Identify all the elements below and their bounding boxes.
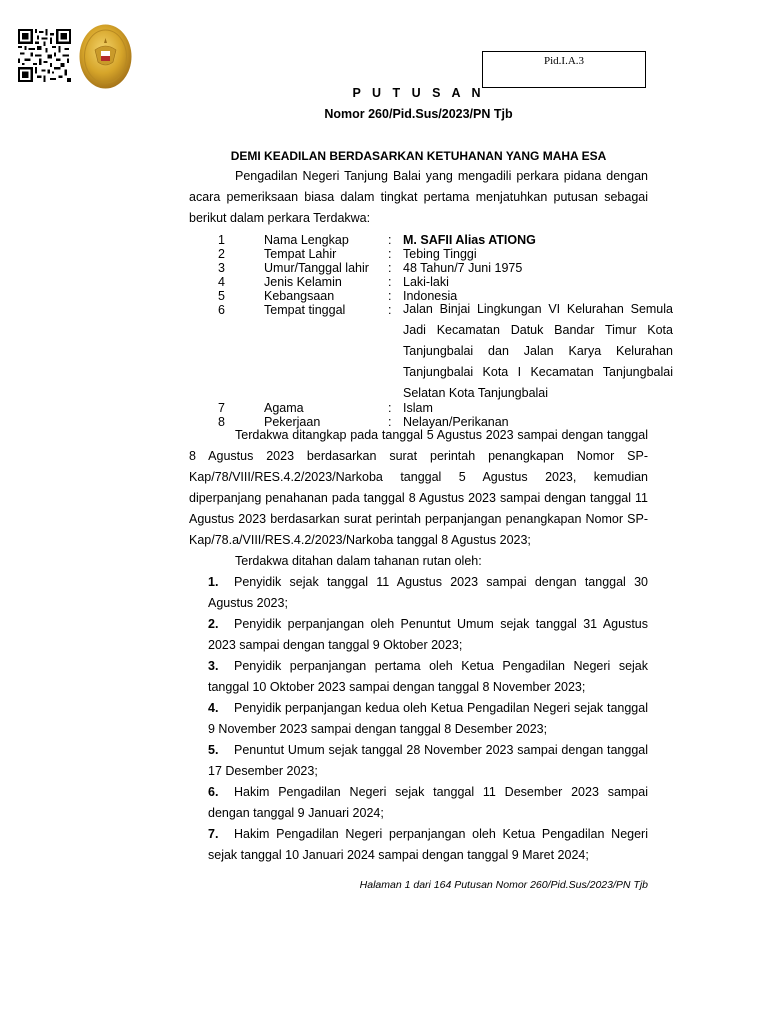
identity-colon: : — [388, 261, 392, 275]
detention-list — [208, 572, 648, 866]
identity-label: Agama — [264, 401, 304, 415]
identity-value: 48 Tahun/7 Juni 1975 — [403, 261, 523, 275]
identity-value: Nelayan/Perikanan — [403, 415, 509, 429]
identity-number: 2 — [218, 247, 225, 261]
qr-code-icon — [16, 29, 73, 82]
identity-value: Tebing Tinggi — [403, 247, 477, 261]
identity-number: 8 — [218, 415, 225, 429]
identity-value: Laki-laki — [403, 275, 449, 289]
identity-number: 3 — [218, 261, 225, 275]
identity-label: Pekerjaan — [264, 415, 321, 429]
intro-paragraph: Pengadilan Negeri Tanjung Balai yang mengadili perkara pidana dengan acara pemeriksaan biasa dalam tingkat pertama menjatuhkan putusan sebagai berikut dalam perkara Terdakwa: — [189, 169, 648, 225]
identity-colon: : — [388, 401, 392, 415]
identity-value: Islam — [403, 401, 433, 415]
list-item-text: Penuntut Umum sejak tanggal 28 November 2023 sampai dengan tanggal 17 Desember 2023; — [208, 743, 648, 778]
document-heading: P U T U S A N — [352, 86, 485, 100]
list-item-text: Penyidik perpanjangan kedua oleh Ketua Pengadilan Negeri sejak tanggal 9 November 2023 sampai dengan tanggal 8 Desember 2023; — [208, 701, 648, 736]
identity-colon: : — [388, 233, 392, 247]
court-seal-emblem — [79, 24, 132, 89]
list-item-text: Hakim Pengadilan Negeri sejak tanggal 11 Desember 2023 sampai dengan tanggal 9 Januari 2024; — [208, 785, 648, 820]
identity-number: 1 — [218, 233, 225, 247]
list-item — [208, 614, 648, 656]
detention-intro: Terdakwa ditahan dalam tahanan rutan oleh: — [235, 554, 482, 568]
list-item — [208, 782, 648, 824]
identity-colon: : — [388, 247, 392, 261]
list-item-number: 1. — [208, 575, 219, 589]
identity-label: Umur/Tanggal lahir — [264, 261, 369, 275]
list-item-number: 4. — [208, 701, 219, 715]
identity-colon: : — [388, 275, 392, 289]
form-code: Pid.I.A.3 — [543, 55, 585, 67]
arrest-paragraph: Terdakwa ditangkap pada tanggal 5 Agustus 2023 sampai dengan tanggal 8 Agustus 2023 berdasarkan surat perintah penangkapan Nomor SP-Kap/78/VIII/RES.4.2/2023/Narkoba tanggal 5 Agustus 2023, kemudian diperpanjang penahanan pada tanggal 8 Agustus 2023 sampai dengan tanggal 11 Agustus 2023 berdasarkan surat perintah perpanjangan penangkapan Nomor SP-Kap/78.a/VIII/RES.4.2/2023/Narkoba tanggal 8 Agustus 2023; — [189, 428, 648, 547]
list-item — [208, 824, 648, 866]
identity-label: Kebangsaan — [264, 289, 335, 303]
identity-colon: : — [388, 415, 392, 429]
list-item-number: 3. — [208, 659, 219, 673]
identity-number: 4 — [218, 275, 225, 289]
identity-value: Indonesia — [403, 289, 458, 303]
list-item — [208, 572, 648, 614]
invocation-heading: DEMI KEADILAN BERDASARKAN KETUHANAN YANG MAHA ESA — [230, 149, 607, 163]
list-item-number: 6. — [208, 785, 219, 799]
identity-value-address: Jalan Binjai Lingkungan VI Kelurahan Semula Jadi Kecamatan Datuk Bandar Timur Kota Tanjungbalai dan Jalan Karya Kelurahan Tanjungbalai Kota I Kecamatan Tanjungbalai Selatan Kota Tanjungbalai — [403, 302, 673, 400]
form-code-box — [482, 51, 646, 88]
list-item-number: 7. — [208, 827, 219, 841]
identity-label: Tempat tinggal — [264, 303, 346, 317]
list-item — [208, 698, 648, 740]
list-item-text: Hakim Pengadilan Negeri perpanjangan oleh Ketua Pengadilan Negeri sejak tanggal 10 Januari 2024 sampai dengan tanggal 9 Maret 2024; — [208, 827, 648, 862]
list-item-number: 2. — [208, 617, 219, 631]
identity-value: M. SAFII Alias ATIONG — [403, 233, 536, 247]
list-item-text: Penyidik sejak tanggal 11 Agustus 2023 sampai dengan tanggal 30 Agustus 2023; — [208, 575, 648, 610]
list-item — [208, 740, 648, 782]
identity-label: Jenis Kelamin — [264, 275, 342, 289]
identity-label: Tempat Lahir — [264, 247, 337, 261]
identity-label: Nama Lengkap — [264, 233, 349, 247]
list-item-number: 5. — [208, 743, 219, 757]
identity-number: 5 — [218, 289, 225, 303]
list-item-text: Penyidik perpanjangan oleh Penuntut Umum sejak tanggal 31 Agustus 2023 sampai dengan tanggal 9 Oktober 2023; — [208, 617, 648, 652]
identity-number: 6 — [218, 303, 225, 317]
identity-colon: : — [388, 289, 392, 303]
identity-number: 7 — [218, 401, 225, 415]
page-footer: Halaman 1 dari 164 Putusan Nomor 260/Pid.Sus/2023/PN Tjb — [359, 879, 648, 891]
list-item — [208, 656, 648, 698]
decision-number: Nomor 260/Pid.Sus/2023/PN Tjb — [324, 107, 513, 121]
identity-colon: : — [388, 303, 392, 317]
list-item-text: Penyidik perpanjangan pertama oleh Ketua Pengadilan Negeri sejak tanggal 10 Oktober 2023 sampai dengan tanggal 8 November 2023; — [208, 659, 648, 694]
